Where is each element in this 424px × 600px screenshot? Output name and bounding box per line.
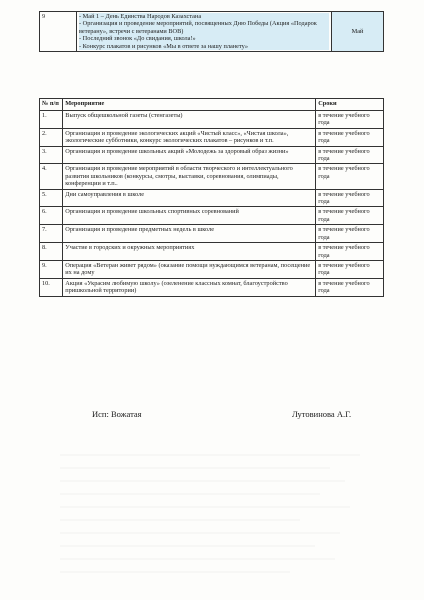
row-number: 7. (40, 225, 63, 243)
event-line: - Май 1 – День Единства Народов Казахстана (79, 13, 329, 20)
row-term: в течение учебного года (316, 128, 384, 146)
row-term: в течение учебного года (316, 111, 384, 129)
row-number: 9. (40, 260, 63, 278)
event-line: - Конкурс плакатов и рисунков «Мы в ответе за нашу планету» (79, 43, 329, 50)
row-number: 4. (40, 164, 63, 189)
row-number: 2. (40, 128, 63, 146)
header-event: Мероприятие (63, 99, 316, 111)
row-event: Организация и проведение школьных акций «Молодежь за здоровый образ жизни» (63, 146, 316, 164)
row-number: 1. (40, 111, 63, 129)
row-number: 8. (40, 243, 63, 261)
row-event: Дни самоуправления в школе (63, 189, 316, 207)
row-term: в течение учебного года (316, 278, 384, 296)
signature-name: Лутовинова А.Г. (292, 409, 352, 419)
row-term: в течение учебного года (316, 260, 384, 278)
row-number: 10. (40, 278, 63, 296)
row-event: Организация и проведение экологических акций «Чистый класс», «Чистая школа», экологические субботники, конкурс экологических плакатов – рисунков и т.п. (63, 128, 316, 146)
row-term: в течение учебного года (316, 243, 384, 261)
row-number: 9 (40, 12, 77, 52)
row-term: в течение учебного года (316, 164, 384, 189)
row-term: в течение учебного года (316, 189, 384, 207)
header-number: № п/п (40, 99, 63, 111)
row-event: Акция «Украсим любимую школу» (озеленение классных комнат, благоустройство пришкольной территории) (63, 278, 316, 296)
row-number: 6. (40, 207, 63, 225)
month-cell: Май (332, 12, 384, 52)
row-event: Организация и проведение мероприятий в области творческого и интеллектуального развития школьников (конкурсы, смотры, выставки, соревнования, олимпиады, конференции и т.п.. (63, 164, 316, 189)
row-term: в течение учебного года (316, 146, 384, 164)
signature-position: Исп: Вожатая (92, 409, 142, 419)
row-term: в течение учебного года (316, 225, 384, 243)
event-line: - Организация и проведение мероприятий, посвященных Дню Победы (Акция «Подарок ветерану», встречи с ветеранами ВОВ) (79, 20, 329, 35)
row-event: Организация и проведение школьных спортивных соревнований (63, 207, 316, 225)
event-line: - Последний звонок «До свидания, школа!» (79, 35, 329, 42)
row-event: Организация и проведение предметных недель в школе (63, 225, 316, 243)
row-term: в течение учебного года (316, 207, 384, 225)
row-number: 3. (40, 146, 63, 164)
row-event: Выпуск общешкольной газеты (стенгазеты) (63, 111, 316, 129)
row-event: Операция «Ветеран живет рядом» (оказание помощи нуждающимся ветеранам, посещение их на дому (63, 260, 316, 278)
header-term: Сроки (316, 99, 384, 111)
row-number: 5. (40, 189, 63, 207)
row-event: Участие в городских и окружных мероприятиях (63, 243, 316, 261)
